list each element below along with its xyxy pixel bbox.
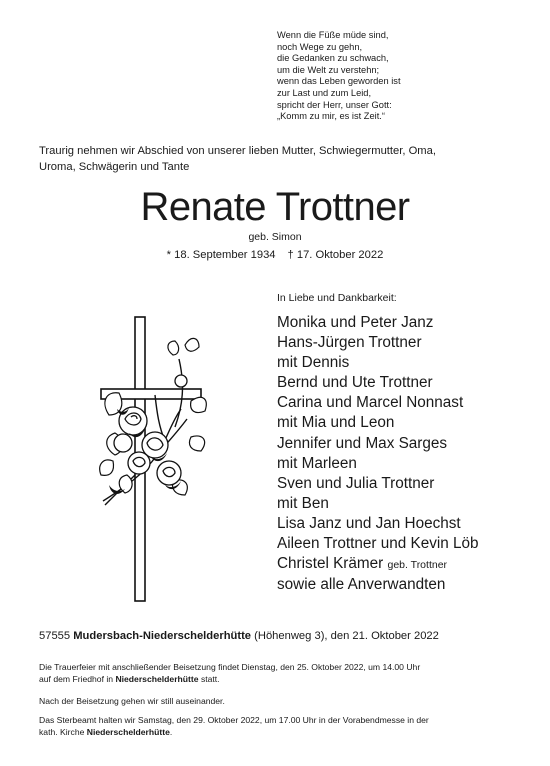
mourner-line: Monika und Peter Janz bbox=[277, 314, 434, 331]
address-street-date: (Höhenweg 3), den 21. Oktober 2022 bbox=[254, 630, 439, 642]
mass-info-line bbox=[39, 727, 519, 739]
address-town: Mudersbach-Niederschelderhütte bbox=[73, 630, 252, 642]
funeral-info-line: Die Trauerfeier mit anschließender Beisetzung findet Dienstag, den 25. Oktober 2022, um 14.00 Uhr bbox=[39, 662, 421, 672]
funeral-info-text: auf dem Friedhof in bbox=[39, 673, 114, 684]
mass-info bbox=[39, 715, 519, 738]
intro-line: Uroma, Schwägerin und Tante bbox=[39, 161, 190, 173]
death-date: † 17. Oktober 2022 bbox=[287, 249, 384, 261]
poem-line: noch Wege zu gehn, bbox=[277, 41, 363, 52]
mourner-line: Hans-Jürgen Trottner bbox=[277, 334, 422, 352]
mourner-line: Carina und Marcel Nonnast bbox=[277, 394, 464, 412]
mourner-line bbox=[277, 554, 537, 575]
mourner-line: mit Dennis bbox=[277, 354, 350, 372]
funeral-info-text: statt. bbox=[200, 673, 220, 684]
poem-line: „Komm zu mir, es ist Zeit.“ bbox=[277, 111, 385, 122]
mourner-nee: geb. Trottner bbox=[387, 559, 448, 572]
poem-line: zur Last und zum Leid, bbox=[277, 87, 372, 98]
poem-line: um die Welt zu verstehn; bbox=[277, 64, 380, 75]
mourners-list bbox=[277, 313, 537, 595]
mourner-line: mit Marleen bbox=[277, 454, 357, 472]
mass-place: Niederschelderhütte bbox=[86, 726, 170, 737]
life-dates bbox=[0, 248, 550, 263]
after-burial-info: Nach der Beisetzung gehen wir still auseinander. bbox=[39, 696, 225, 706]
deceased-name: Renate Trottner bbox=[140, 185, 410, 229]
intro-line: Traurig nehmen wir Abschied von unserer lieben Mutter, Schwiegermutter, Oma, bbox=[39, 145, 436, 157]
funeral-info-line bbox=[39, 674, 519, 686]
address-zip: 57555 bbox=[39, 630, 71, 642]
mourner-line: Lisa Janz und Jan Hoechst bbox=[277, 514, 461, 532]
mass-info-text: kath. Kirche bbox=[39, 726, 85, 737]
mourner-line: mit Mia und Leon bbox=[277, 414, 395, 432]
birth-date: * 18. September 1934 bbox=[166, 249, 276, 261]
cross-with-roses-icon bbox=[95, 315, 215, 615]
funeral-place: Niederschelderhütte bbox=[115, 673, 199, 684]
mourner-line: mit Ben bbox=[277, 494, 329, 512]
mourner-line: Jennifer und Max Sarges bbox=[277, 434, 448, 452]
gratitude-heading: In Liebe und Dankbarkeit: bbox=[277, 292, 397, 304]
maiden-name: geb. Simon bbox=[248, 231, 302, 243]
mourner-name: Christel Krämer bbox=[277, 555, 384, 573]
poem-line: Wenn die Füße müde sind, bbox=[277, 30, 389, 40]
mass-info-line: Das Sterbeamt halten wir Samstag, den 29. Oktober 2022, um 17.00 Uhr in der Vorabendmesse in der bbox=[39, 715, 429, 725]
mourner-line: Sven und Julia Trottner bbox=[277, 474, 435, 492]
poem-line: die Gedanken zu schwach, bbox=[277, 53, 389, 64]
poem bbox=[277, 30, 527, 123]
poem-line: spricht der Herr, unser Gott: bbox=[277, 99, 392, 110]
mass-info-text: . bbox=[169, 726, 173, 737]
intro-text bbox=[39, 143, 509, 175]
funeral-info bbox=[39, 662, 519, 685]
mourner-closing: sowie alle Anverwandten bbox=[277, 576, 446, 594]
address-line bbox=[39, 629, 519, 644]
poem-line: wenn das Leben geworden ist bbox=[277, 76, 401, 87]
mourner-line: Aileen Trottner und Kevin Löb bbox=[277, 535, 479, 553]
mourner-line: Bernd und Ute Trottner bbox=[277, 374, 433, 392]
